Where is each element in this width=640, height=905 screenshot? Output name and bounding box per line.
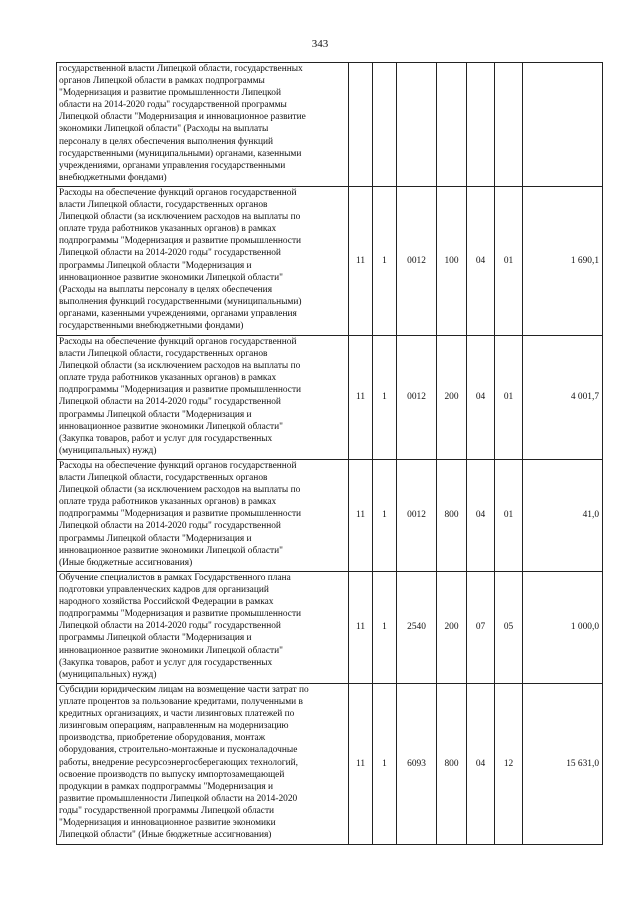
ministry-code: 11 [349, 336, 373, 460]
subsection-code: 01 [495, 336, 523, 460]
table-row [57, 572, 603, 684]
program-code: 1 [373, 572, 397, 684]
section-code: 04 [467, 460, 495, 572]
row-description: государственной власти Липецкой области, государственных органов Липецкой области в рамках подпрограммы "Модернизация и развитие промышленности Липецкой области на 2014-2020 годы" государственной программы Липецкой области "Модернизация и инновационное развитие экономики Липецкой области" (Расходы на выплаты персоналу в целях обеспечения выполнения функций государственными (муниципальными) органами, казенными учреждениями, органами управления государственными внебюджетными фондами) [57, 63, 349, 187]
expense-type-code [437, 63, 467, 187]
target-code: 6093 [397, 684, 437, 845]
amount: 15 631,0 [523, 684, 603, 845]
ministry-code: 11 [349, 187, 373, 336]
section-code: 07 [467, 572, 495, 684]
subsection-code [495, 63, 523, 187]
amount: 1 690,1 [523, 187, 603, 336]
program-code: 1 [373, 460, 397, 572]
budget-table [56, 62, 603, 845]
row-description: Расходы на обеспечение функций органов государственной власти Липецкой области, государственных органов Липецкой области (за исключением расходов на выплаты по оплате труда работников указанных органов) в рамках подпрограммы "Модернизация и развитие промышленности Липецкой области на 2014-2020 годы" государственной программы Липецкой области "Модернизация и инновационное развитие экономики Липецкой области" (Закупка товаров, работ и услуг для государственных (муниципальных) нужд) [57, 336, 349, 460]
subsection-code: 01 [495, 460, 523, 572]
program-code: 1 [373, 187, 397, 336]
subsection-code: 05 [495, 572, 523, 684]
section-code: 04 [467, 187, 495, 336]
row-description: Расходы на обеспечение функций органов государственной власти Липецкой области, государственных органов Липецкой области (за исключением расходов на выплаты по оплате труда работников указанных органов) в рамках подпрограммы "Модернизация и развитие промышленности Липецкой области на 2014-2020 годы" государственной программы Липецкой области "Модернизация и инновационное развитие экономики Липецкой области" (Иные бюджетные ассигнования) [57, 460, 349, 572]
row-description: Субсидии юридическим лицам на возмещение части затрат по уплате процентов за пользование кредитами, полученными в кредитных организациях, и части лизинговых платежей по лизинговым операциям, направленным на модернизацию производства, приобретение оборудования, монтаж оборудования, строительно-монтажные и пусконаладочные работы, внедрение ресурсоэнергосберегающих технологий, освоение производств по выпуску импортозамещающей продукции в рамках подпрограммы "Модернизация и развитие промышленности Липецкой области на 2014-2020 годы" государственной программы Липецкой области "Модернизация и инновационное развитие экономики Липецкой области" (Иные бюджетные ассигнования) [57, 684, 349, 845]
program-code [373, 63, 397, 187]
table-row [57, 460, 603, 572]
amount: 41,0 [523, 460, 603, 572]
table-row [57, 63, 603, 187]
ministry-code [349, 63, 373, 187]
target-code: 2540 [397, 572, 437, 684]
ministry-code: 11 [349, 460, 373, 572]
amount: 4 001,7 [523, 336, 603, 460]
amount: 1 000,0 [523, 572, 603, 684]
page-number: 343 [311, 38, 329, 50]
row-description: Расходы на обеспечение функций органов государственной власти Липецкой области, государственных органов Липецкой области (за исключением расходов на выплаты по оплате труда работников указанных органов) в рамках подпрограммы "Модернизация и развитие промышленности Липецкой области на 2014-2020 годы" государственной программы Липецкой области "Модернизация и инновационное развитие экономики Липецкой области" (Расходы на выплаты персоналу в целях обеспечения выполнения функций государственными (муниципальными) органами, казенными учреждениями, органами управления государственными внебюджетными фондами) [57, 187, 349, 336]
program-code: 1 [373, 336, 397, 460]
expense-type-code: 200 [437, 572, 467, 684]
subsection-code: 12 [495, 684, 523, 845]
table-row [57, 187, 603, 336]
ministry-code: 11 [349, 684, 373, 845]
target-code: 0012 [397, 336, 437, 460]
target-code [397, 63, 437, 187]
amount [523, 63, 603, 187]
section-code [467, 63, 495, 187]
ministry-code: 11 [349, 572, 373, 684]
expense-type-code: 200 [437, 336, 467, 460]
program-code: 1 [373, 684, 397, 845]
target-code: 0012 [397, 460, 437, 572]
expense-type-code: 800 [437, 460, 467, 572]
expense-type-code: 800 [437, 684, 467, 845]
section-code: 04 [467, 684, 495, 845]
row-description: Обучение специалистов в рамках Государственного плана подготовки управленческих кадров для организаций народного хозяйства Российской Федерации в рамках подпрограммы "Модернизация и развитие промышленности Липецкой области на 2014-2020 годы" государственной программы Липецкой области "Модернизация и инновационное развитие экономики Липецкой области" (Закупка товаров, работ и услуг для государственных (муниципальных) нужд) [57, 572, 349, 684]
table-row [57, 684, 603, 845]
expense-type-code: 100 [437, 187, 467, 336]
table-row [57, 336, 603, 460]
target-code: 0012 [397, 187, 437, 336]
subsection-code: 01 [495, 187, 523, 336]
section-code: 04 [467, 336, 495, 460]
